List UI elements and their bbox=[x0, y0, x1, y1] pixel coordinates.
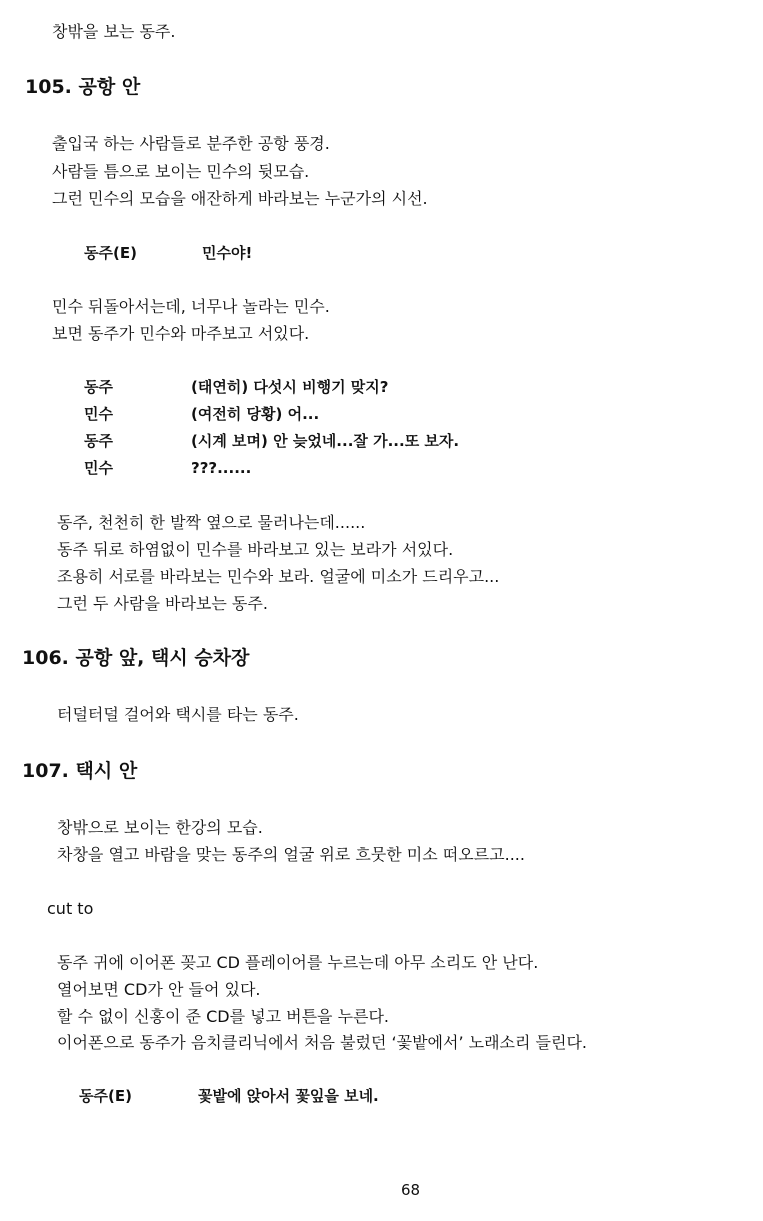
scene-105-heading: 105. 공항 안 bbox=[25, 76, 141, 98]
scene-107-action-1: 창밖으로 보이는 한강의 모습. bbox=[57, 818, 263, 837]
scene-105-action2-1: 민수 뒤돌아서는데, 너무나 놀라는 민수. bbox=[52, 297, 330, 316]
scene-105-action3-4: 그런 두 사람을 바라보는 동주. bbox=[57, 594, 268, 613]
dialogue-speaker: 민수 bbox=[84, 459, 113, 477]
scene-107-action2-2: 열어보면 CD가 안 들어 있다. bbox=[57, 980, 261, 999]
scene-105-action-3: 그런 민수의 모습을 애잔하게 바라보는 누군가의 시선. bbox=[52, 189, 428, 208]
scene-107-action2-1: 동주 귀에 이어폰 꽂고 CD 플레이어를 누르는데 아무 소리도 안 난다. bbox=[57, 953, 539, 972]
dialogue-speaker: 동주(E) bbox=[84, 244, 137, 262]
scene-105-action3-1: 동주, 천천히 한 발짝 옆으로 물러나는데...... bbox=[57, 513, 366, 532]
transition-cut-to: cut to bbox=[47, 899, 94, 918]
scene-107-action2-3: 할 수 없이 신홍이 준 CD를 넣고 버튼을 누른다. bbox=[57, 1007, 390, 1026]
scene-105-action-2: 사람들 틈으로 보이는 민수의 뒷모습. bbox=[52, 162, 310, 181]
dialogue-line: (시계 보며) 안 늦었네...잘 가...또 보자. bbox=[191, 432, 460, 450]
scene-107-action2-4: 이어폰으로 동주가 음치클리닉에서 처음 불렀던 ‘꽃밭에서’ 노래소리 들린다. bbox=[57, 1033, 587, 1052]
dialogue-speaker: 동주(E) bbox=[79, 1087, 132, 1105]
dialogue-line: (태연히) 다섯시 비행기 맞지? bbox=[191, 378, 389, 396]
scene-105-action3-2: 동주 뒤로 하염없이 민수를 바라보고 있는 보라가 서있다. bbox=[57, 540, 454, 559]
top-action-line: 창밖을 보는 동주. bbox=[52, 22, 176, 41]
scene-105-action3-3: 조용히 서로를 바라보는 민수와 보라. 얼굴에 미소가 드리우고... bbox=[57, 567, 500, 586]
scene-107-action-2: 차창을 열고 바람을 맞는 동주의 얼굴 위로 흐뭇한 미소 떠오르고.... bbox=[57, 845, 525, 864]
dialogue-speaker: 동주 bbox=[84, 432, 113, 450]
dialogue-line: 꽃밭에 앉아서 꽃잎을 보네. bbox=[198, 1087, 379, 1105]
dialogue-line: ???...... bbox=[191, 459, 252, 477]
scene-105-action2-2: 보면 동주가 민수와 마주보고 서있다. bbox=[52, 324, 310, 343]
dialogue-speaker: 민수 bbox=[84, 405, 113, 423]
dialogue-line: (여전히 당황) 어... bbox=[191, 405, 320, 423]
dialogue-speaker: 동주 bbox=[84, 378, 113, 396]
scene-105-action-1: 출입국 하는 사람들로 분주한 공항 풍경. bbox=[52, 134, 330, 153]
scene-106-heading: 106. 공항 앞, 택시 승차장 bbox=[22, 647, 250, 669]
scene-106-action-1: 터덜터덜 걸어와 택시를 타는 동주. bbox=[57, 705, 299, 724]
scene-107-heading: 107. 택시 안 bbox=[22, 760, 138, 782]
page-number: 68 bbox=[401, 1181, 421, 1199]
dialogue-line: 민수야! bbox=[202, 244, 253, 262]
